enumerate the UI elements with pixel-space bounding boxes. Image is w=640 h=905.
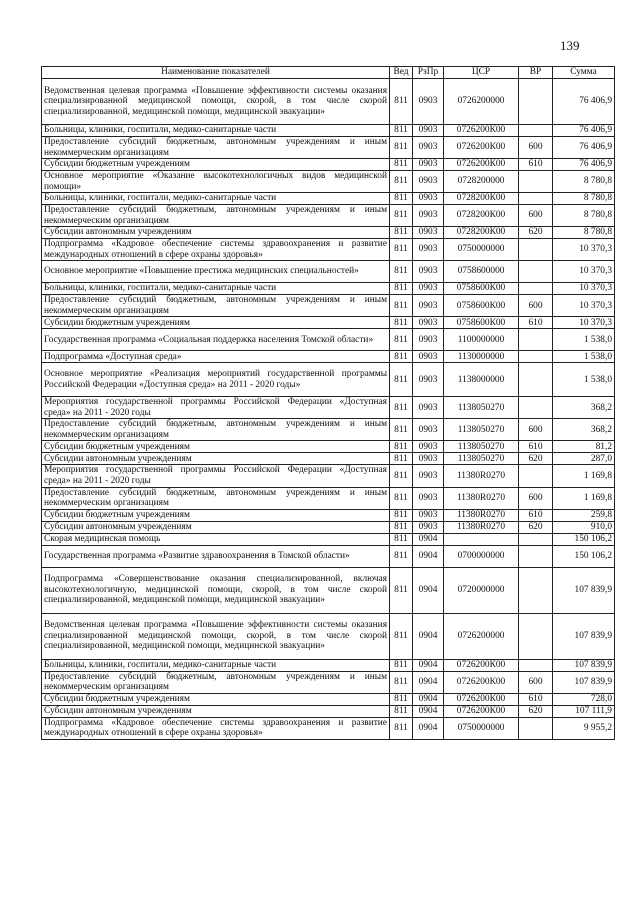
table-row [42,283,615,295]
table-row [42,705,615,717]
row-rzpr: 0904 [413,671,444,693]
row-csr: 0728200К00 [444,193,519,205]
header-sum: Сумма [553,67,615,79]
row-csr: 1138050270 [444,453,519,465]
table-row [42,295,615,317]
row-csr: 0728200000 [444,171,519,193]
row-vr: 600 [519,205,553,227]
row-csr: 0728200К00 [444,205,519,227]
row-vr: 620 [519,521,553,533]
table-row [42,693,615,705]
row-name: Субсидии бюджетным учреждениям [42,509,390,521]
row-sum: 107 839,9 [553,659,615,671]
row-sum: 1 538,0 [553,363,615,397]
table-row [42,351,615,363]
row-ved: 811 [390,717,413,739]
table-row [42,171,615,193]
row-sum: 9 955,2 [553,717,615,739]
row-sum: 107 111,9 [553,705,615,717]
row-csr: 0726200К00 [444,693,519,705]
page-number: 139 [560,38,580,53]
row-vr [519,659,553,671]
row-csr: 1138050270 [444,441,519,453]
row-rzpr: 0903 [413,453,444,465]
row-rzpr: 0904 [413,567,444,613]
header-rzpr: РзПр [413,67,444,79]
row-name: Подпрограмма «Совершенствование оказания специализированной, включая высокотехнологичную, медицинской помощи, скорой, в том числе скорой специализированной, медицинской помощи, медицинской эвакуации» [42,567,390,613]
row-name: Подпрограмма «Доступная среда» [42,351,390,363]
row-ved: 811 [390,613,413,659]
row-vr [519,545,553,567]
row-vr [519,329,553,351]
table-row [42,363,615,397]
row-name: Предоставление субсидий бюджетным, автономным учреждениям и иным некоммерческим организациям [42,295,390,317]
row-name: Основное мероприятие «Повышение престижа медицинских специальностей» [42,261,390,283]
row-sum: 10 370,3 [553,295,615,317]
row-rzpr: 0903 [413,465,444,487]
row-ved: 811 [390,171,413,193]
row-sum: 1 538,0 [553,329,615,351]
row-vr: 610 [519,159,553,171]
row-ved: 811 [390,705,413,717]
row-vr: 600 [519,295,553,317]
row-sum: 368,2 [553,419,615,441]
row-name: Субсидии бюджетным учреждениям [42,159,390,171]
row-sum: 81,2 [553,441,615,453]
row-vr [519,613,553,659]
row-name: Мероприятия государственной программы Российской Федерации «Доступная среда» на 2011 - 2020 годы [42,397,390,419]
row-ved: 811 [390,125,413,137]
row-vr: 600 [519,487,553,509]
row-csr: 1130000000 [444,351,519,363]
row-csr: 0726200000 [444,79,519,125]
row-name: Субсидии бюджетным учреждениям [42,317,390,329]
row-name: Основное мероприятие «Реализация мероприятий государственной программы Российской Федерации «Доступная среда» на 2011 - 2020 годы» [42,363,390,397]
row-sum: 150 106,2 [553,533,615,545]
row-csr: 0750000000 [444,239,519,261]
table-row [42,671,615,693]
table-row [42,125,615,137]
row-csr: 0726200К00 [444,159,519,171]
row-rzpr: 0903 [413,239,444,261]
row-vr [519,239,553,261]
row-csr: 1138050270 [444,397,519,419]
row-csr: 0700000000 [444,545,519,567]
row-csr: 0758600000 [444,261,519,283]
row-rzpr: 0904 [413,659,444,671]
row-vr: 610 [519,509,553,521]
row-rzpr: 0904 [413,705,444,717]
row-csr [444,533,519,545]
row-sum: 76 406,9 [553,159,615,171]
row-vr [519,283,553,295]
row-vr [519,171,553,193]
table-row [42,717,615,739]
row-name: Скорая медицинская помощь [42,533,390,545]
table-row [42,317,615,329]
row-name: Предоставление субсидий бюджетным, автономным учреждениям и иным некоммерческим организациям [42,487,390,509]
row-sum: 8 780,8 [553,227,615,239]
table-row [42,659,615,671]
row-sum: 8 780,8 [553,171,615,193]
row-vr: 610 [519,317,553,329]
row-rzpr: 0903 [413,125,444,137]
row-ved: 811 [390,193,413,205]
row-rzpr: 0903 [413,329,444,351]
row-csr: 11380R0270 [444,509,519,521]
row-sum: 107 839,9 [553,671,615,693]
row-vr: 620 [519,227,553,239]
row-name: Субсидии автономным учреждениям [42,227,390,239]
row-ved: 811 [390,239,413,261]
row-sum: 1 538,0 [553,351,615,363]
row-vr: 600 [519,671,553,693]
row-name: Мероприятия государственной программы Российской Федерации «Доступная среда» на 2011 - 2020 годы [42,465,390,487]
row-sum: 10 370,3 [553,317,615,329]
row-vr: 620 [519,453,553,465]
row-rzpr: 0903 [413,397,444,419]
row-rzpr: 0903 [413,137,444,159]
row-csr: 11380R0270 [444,465,519,487]
row-vr [519,717,553,739]
row-sum: 728,0 [553,693,615,705]
table-row [42,441,615,453]
table-row [42,487,615,509]
row-ved: 811 [390,533,413,545]
row-ved: 811 [390,159,413,171]
row-name: Больницы, клиники, госпитали, медико-санитарные части [42,659,390,671]
row-ved: 811 [390,671,413,693]
row-ved: 811 [390,487,413,509]
table-row [42,521,615,533]
row-sum: 107 839,9 [553,567,615,613]
row-sum: 8 780,8 [553,205,615,227]
row-rzpr: 0903 [413,227,444,239]
row-name: Предоставление субсидий бюджетным, автономным учреждениям и иным некоммерческим организациям [42,419,390,441]
table-row [42,239,615,261]
row-csr: 0726200К00 [444,125,519,137]
row-name: Ведомственная целевая программа «Повышение эффективности системы оказания специализированной медицинской помощи, скорой, в том числе скорой специализированной, медицинской помощи, медицинской эвакуации» [42,613,390,659]
row-name: Государственная программа «Развитие здравоохранения в Томской области» [42,545,390,567]
row-csr: 0728200К00 [444,227,519,239]
row-name: Субсидии автономным учреждениям [42,521,390,533]
row-sum: 8 780,8 [553,193,615,205]
row-rzpr: 0903 [413,205,444,227]
table-row [42,227,615,239]
row-rzpr: 0903 [413,521,444,533]
row-ved: 811 [390,659,413,671]
row-name: Предоставление субсидий бюджетным, автономным учреждениям и иным некоммерческим организациям [42,137,390,159]
row-csr: 0726200К00 [444,705,519,717]
table-header-row [42,67,615,79]
row-ved: 811 [390,351,413,363]
row-name: Подпрограмма «Кадровое обеспечение системы здравоохранения и развитие международных отношений в сфере охраны здоровья» [42,717,390,739]
row-csr: 0726200К00 [444,659,519,671]
table-row [42,205,615,227]
row-ved: 811 [390,363,413,397]
row-name: Субсидии бюджетным учреждениям [42,441,390,453]
row-csr: 0726200К00 [444,671,519,693]
row-rzpr: 0904 [413,613,444,659]
row-vr [519,79,553,125]
row-sum: 10 370,3 [553,261,615,283]
row-ved: 811 [390,137,413,159]
row-csr: 0758600К00 [444,295,519,317]
row-ved: 811 [390,693,413,705]
table-row [42,79,615,125]
row-ved: 811 [390,329,413,351]
row-sum: 10 370,3 [553,239,615,261]
table-row [42,419,615,441]
row-sum: 287,0 [553,453,615,465]
row-sum: 10 370,3 [553,283,615,295]
row-csr: 0750000000 [444,717,519,739]
row-vr: 600 [519,419,553,441]
row-rzpr: 0903 [413,419,444,441]
row-sum: 1 169,8 [553,487,615,509]
table-row [42,453,615,465]
row-vr [519,125,553,137]
row-rzpr: 0903 [413,283,444,295]
row-vr: 610 [519,441,553,453]
table-row [42,193,615,205]
budget-table [41,66,615,740]
row-rzpr: 0903 [413,171,444,193]
row-sum: 107 839,9 [553,613,615,659]
table-row [42,533,615,545]
row-sum: 76 406,9 [553,79,615,125]
row-rzpr: 0904 [413,717,444,739]
row-ved: 811 [390,465,413,487]
table-row [42,567,615,613]
table-row [42,509,615,521]
row-ved: 811 [390,79,413,125]
row-csr: 0758600К00 [444,317,519,329]
row-rzpr: 0903 [413,193,444,205]
row-name: Субсидии автономным учреждениям [42,453,390,465]
row-vr [519,363,553,397]
row-name: Предоставление субсидий бюджетным, автономным учреждениям и иным некоммерческим организациям [42,205,390,227]
table-row [42,159,615,171]
row-ved: 811 [390,227,413,239]
row-name: Больницы, клиники, госпитали, медико-санитарные части [42,283,390,295]
row-rzpr: 0903 [413,79,444,125]
row-sum: 259,8 [553,509,615,521]
row-rzpr: 0903 [413,509,444,521]
table-row [42,545,615,567]
row-ved: 811 [390,441,413,453]
header-name: Наименование показателей [42,67,390,79]
row-vr: 610 [519,693,553,705]
row-rzpr: 0904 [413,545,444,567]
row-ved: 811 [390,397,413,419]
row-vr: 620 [519,705,553,717]
row-rzpr: 0904 [413,533,444,545]
row-ved: 811 [390,317,413,329]
row-vr [519,397,553,419]
row-name: Предоставление субсидий бюджетным, автономным учреждениям и иным некоммерческим организациям [42,671,390,693]
row-csr: 0720000000 [444,567,519,613]
table-row [42,261,615,283]
row-sum: 76 406,9 [553,125,615,137]
row-csr: 1138050270 [444,419,519,441]
row-rzpr: 0903 [413,261,444,283]
row-sum: 368,2 [553,397,615,419]
row-name: Больницы, клиники, госпитали, медико-санитарные части [42,193,390,205]
row-name: Государственная программа «Социальная поддержка населения Томской области» [42,329,390,351]
row-vr: 600 [519,137,553,159]
table-row [42,137,615,159]
row-ved: 811 [390,509,413,521]
row-vr [519,193,553,205]
row-name: Основное мероприятие «Оказание высокотехнологичных видов медицинской помощи» [42,171,390,193]
row-ved: 811 [390,453,413,465]
row-sum: 76 406,9 [553,137,615,159]
row-ved: 811 [390,283,413,295]
row-csr: 1100000000 [444,329,519,351]
row-ved: 811 [390,419,413,441]
row-ved: 811 [390,521,413,533]
row-csr: 0726200К00 [444,137,519,159]
row-rzpr: 0903 [413,487,444,509]
table-row [42,329,615,351]
row-rzpr: 0904 [413,693,444,705]
row-rzpr: 0903 [413,317,444,329]
row-rzpr: 0903 [413,159,444,171]
row-name: Больницы, клиники, госпитали, медико-санитарные части [42,125,390,137]
row-sum: 910,0 [553,521,615,533]
row-ved: 811 [390,567,413,613]
row-name: Подпрограмма «Кадровое обеспечение системы здравоохранения и развитие международных отношений в сфере охраны здоровья» [42,239,390,261]
row-ved: 811 [390,545,413,567]
row-csr: 1138000000 [444,363,519,397]
row-vr [519,261,553,283]
row-vr [519,567,553,613]
row-vr [519,465,553,487]
row-csr: 0726200000 [444,613,519,659]
row-ved: 811 [390,295,413,317]
row-rzpr: 0903 [413,441,444,453]
row-rzpr: 0903 [413,295,444,317]
header-vr: ВР [519,67,553,79]
row-sum: 1 169,8 [553,465,615,487]
row-rzpr: 0903 [413,351,444,363]
table-row [42,613,615,659]
row-vr [519,533,553,545]
header-csr: ЦСР [444,67,519,79]
row-vr [519,351,553,363]
row-name: Субсидии бюджетным учреждениям [42,693,390,705]
row-sum: 150 106,2 [553,545,615,567]
row-csr: 11380R0270 [444,487,519,509]
row-csr: 11380R0270 [444,521,519,533]
row-csr: 0758600К00 [444,283,519,295]
row-ved: 811 [390,205,413,227]
table-row [42,397,615,419]
row-rzpr: 0903 [413,363,444,397]
table-row [42,465,615,487]
row-name: Субсидии автономным учреждениям [42,705,390,717]
row-ved: 811 [390,261,413,283]
header-ved: Вед [390,67,413,79]
row-name: Ведомственная целевая программа «Повышение эффективности системы оказания специализированной медицинской помощи, скорой, в том числе скорой специализированной, медицинской помощи, медицинской эвакуации» [42,79,390,125]
